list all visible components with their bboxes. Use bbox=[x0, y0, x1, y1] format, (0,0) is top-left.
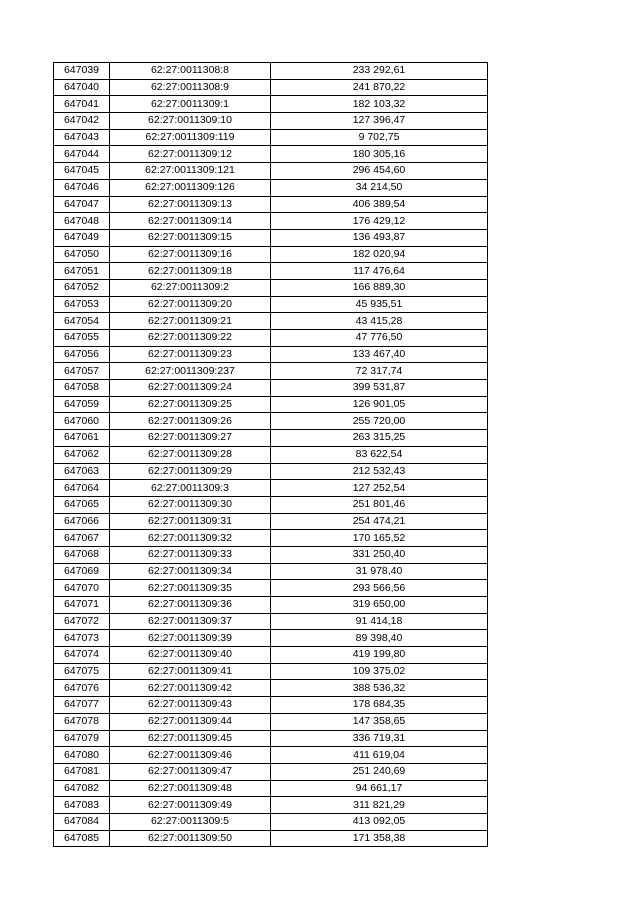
cadastral-number-cell: 62:27:0011309:20 bbox=[110, 296, 271, 313]
value-cell: 182 020,94 bbox=[271, 246, 488, 263]
row-number-cell: 647063 bbox=[54, 463, 110, 480]
cadastral-number-cell: 62:27:0011309:40 bbox=[110, 647, 271, 664]
table-row bbox=[54, 196, 488, 213]
cadastral-number-cell: 62:27:0011309:237 bbox=[110, 363, 271, 380]
cadastral-number-cell: 62:27:0011309:121 bbox=[110, 163, 271, 180]
cadastral-number-cell: 62:27:0011309:2 bbox=[110, 279, 271, 296]
row-number-cell: 647043 bbox=[54, 129, 110, 146]
value-cell: 126 901,05 bbox=[271, 396, 488, 413]
row-number-cell: 647083 bbox=[54, 797, 110, 814]
value-cell: 109 375,02 bbox=[271, 663, 488, 680]
row-number-cell: 647074 bbox=[54, 647, 110, 664]
value-cell: 45 935,51 bbox=[271, 296, 488, 313]
cadastral-number-cell: 62:27:0011309:15 bbox=[110, 229, 271, 246]
row-number-cell: 647051 bbox=[54, 263, 110, 280]
cadastral-number-cell: 62:27:0011309:35 bbox=[110, 580, 271, 597]
table-row bbox=[54, 697, 488, 714]
value-cell: 170 165,52 bbox=[271, 530, 488, 547]
cadastral-number-cell: 62:27:0011309:27 bbox=[110, 430, 271, 447]
cadastral-number-cell: 62:27:0011309:13 bbox=[110, 196, 271, 213]
row-number-cell: 647060 bbox=[54, 413, 110, 430]
value-cell: 94 661,17 bbox=[271, 780, 488, 797]
value-cell: 178 684,35 bbox=[271, 697, 488, 714]
table-row bbox=[54, 530, 488, 547]
row-number-cell: 647049 bbox=[54, 229, 110, 246]
value-cell: 254 474,21 bbox=[271, 513, 488, 530]
cadastral-number-cell: 62:27:0011309:126 bbox=[110, 179, 271, 196]
cadastral-number-cell: 62:27:0011309:16 bbox=[110, 246, 271, 263]
value-cell: 133 467,40 bbox=[271, 346, 488, 363]
cadastral-number-cell: 62:27:0011309:41 bbox=[110, 663, 271, 680]
cadastral-number-cell: 62:27:0011309:37 bbox=[110, 613, 271, 630]
cadastral-number-cell: 62:27:0011309:29 bbox=[110, 463, 271, 480]
table-body bbox=[54, 63, 488, 847]
cadastral-number-cell: 62:27:0011309:48 bbox=[110, 780, 271, 797]
row-number-cell: 647068 bbox=[54, 546, 110, 563]
row-number-cell: 647058 bbox=[54, 380, 110, 397]
cadastral-number-cell: 62:27:0011309:45 bbox=[110, 730, 271, 747]
table-row bbox=[54, 296, 488, 313]
row-number-cell: 647045 bbox=[54, 163, 110, 180]
row-number-cell: 647052 bbox=[54, 279, 110, 296]
table-row bbox=[54, 763, 488, 780]
table-row bbox=[54, 346, 488, 363]
cadastral-number-cell: 62:27:0011309:31 bbox=[110, 513, 271, 530]
row-number-cell: 647061 bbox=[54, 430, 110, 447]
table-row bbox=[54, 496, 488, 513]
value-cell: 296 454,60 bbox=[271, 163, 488, 180]
cadastral-number-cell: 62:27:0011309:26 bbox=[110, 413, 271, 430]
cadastral-number-cell: 62:27:0011309:5 bbox=[110, 813, 271, 830]
cadastral-number-cell: 62:27:0011309:32 bbox=[110, 530, 271, 547]
value-cell: 136 493,87 bbox=[271, 229, 488, 246]
row-number-cell: 647054 bbox=[54, 313, 110, 330]
table-row bbox=[54, 129, 488, 146]
value-cell: 9 702,75 bbox=[271, 129, 488, 146]
cadastral-number-cell: 62:27:0011309:28 bbox=[110, 446, 271, 463]
row-number-cell: 647042 bbox=[54, 113, 110, 130]
row-number-cell: 647067 bbox=[54, 530, 110, 547]
row-number-cell: 647075 bbox=[54, 663, 110, 680]
value-cell: 212 532,43 bbox=[271, 463, 488, 480]
table-row bbox=[54, 630, 488, 647]
cadastral-number-cell: 62:27:0011309:22 bbox=[110, 330, 271, 347]
value-cell: 34 214,50 bbox=[271, 179, 488, 196]
cadastral-number-cell: 62:27:0011309:46 bbox=[110, 747, 271, 764]
table-row bbox=[54, 330, 488, 347]
row-number-cell: 647056 bbox=[54, 346, 110, 363]
value-cell: 127 396,47 bbox=[271, 113, 488, 130]
table-row bbox=[54, 480, 488, 497]
row-number-cell: 647081 bbox=[54, 763, 110, 780]
row-number-cell: 647040 bbox=[54, 79, 110, 96]
row-number-cell: 647059 bbox=[54, 396, 110, 413]
row-number-cell: 647070 bbox=[54, 580, 110, 597]
cadastral-number-cell: 62:27:0011309:33 bbox=[110, 546, 271, 563]
value-cell: 406 389,54 bbox=[271, 196, 488, 213]
row-number-cell: 647055 bbox=[54, 330, 110, 347]
row-number-cell: 647072 bbox=[54, 613, 110, 630]
row-number-cell: 647084 bbox=[54, 813, 110, 830]
table-row bbox=[54, 747, 488, 764]
cadastral-value-table bbox=[53, 62, 488, 847]
table-row bbox=[54, 146, 488, 163]
table-row bbox=[54, 713, 488, 730]
table-row bbox=[54, 163, 488, 180]
table-row bbox=[54, 363, 488, 380]
cadastral-number-cell: 62:27:0011308:8 bbox=[110, 63, 271, 80]
value-cell: 388 536,32 bbox=[271, 680, 488, 697]
cadastral-number-cell: 62:27:0011309:1 bbox=[110, 96, 271, 113]
value-cell: 263 315,25 bbox=[271, 430, 488, 447]
table-row bbox=[54, 513, 488, 530]
row-number-cell: 647071 bbox=[54, 597, 110, 614]
cadastral-number-cell: 62:27:0011309:43 bbox=[110, 697, 271, 714]
table-row bbox=[54, 313, 488, 330]
cadastral-number-cell: 62:27:0011309:36 bbox=[110, 597, 271, 614]
row-number-cell: 647041 bbox=[54, 96, 110, 113]
value-cell: 180 305,16 bbox=[271, 146, 488, 163]
table-row bbox=[54, 563, 488, 580]
table-row bbox=[54, 96, 488, 113]
table-row bbox=[54, 597, 488, 614]
cadastral-number-cell: 62:27:0011309:14 bbox=[110, 213, 271, 230]
table-row bbox=[54, 780, 488, 797]
row-number-cell: 647077 bbox=[54, 697, 110, 714]
cadastral-number-cell: 62:27:0011309:23 bbox=[110, 346, 271, 363]
table-row bbox=[54, 730, 488, 747]
value-cell: 89 398,40 bbox=[271, 630, 488, 647]
table-row bbox=[54, 680, 488, 697]
table-row bbox=[54, 813, 488, 830]
table-row bbox=[54, 430, 488, 447]
table-row bbox=[54, 663, 488, 680]
value-cell: 47 776,50 bbox=[271, 330, 488, 347]
cadastral-number-cell: 62:27:0011309:12 bbox=[110, 146, 271, 163]
value-cell: 413 092,05 bbox=[271, 813, 488, 830]
row-number-cell: 647078 bbox=[54, 713, 110, 730]
table-row bbox=[54, 413, 488, 430]
row-number-cell: 647080 bbox=[54, 747, 110, 764]
value-cell: 411 619,04 bbox=[271, 747, 488, 764]
value-cell: 147 358,65 bbox=[271, 713, 488, 730]
cadastral-number-cell: 62:27:0011309:24 bbox=[110, 380, 271, 397]
cadastral-number-cell: 62:27:0011309:44 bbox=[110, 713, 271, 730]
table-row bbox=[54, 446, 488, 463]
value-cell: 419 199,80 bbox=[271, 647, 488, 664]
value-cell: 31 978,40 bbox=[271, 563, 488, 580]
cadastral-number-cell: 62:27:0011309:42 bbox=[110, 680, 271, 697]
table-row bbox=[54, 179, 488, 196]
row-number-cell: 647079 bbox=[54, 730, 110, 747]
value-cell: 241 870,22 bbox=[271, 79, 488, 96]
cadastral-number-cell: 62:27:0011309:21 bbox=[110, 313, 271, 330]
table-row bbox=[54, 797, 488, 814]
cadastral-number-cell: 62:27:0011309:50 bbox=[110, 830, 271, 847]
value-cell: 293 566,56 bbox=[271, 580, 488, 597]
value-cell: 251 801,46 bbox=[271, 496, 488, 513]
table-row bbox=[54, 79, 488, 96]
value-cell: 43 415,28 bbox=[271, 313, 488, 330]
cadastral-number-cell: 62:27:0011309:49 bbox=[110, 797, 271, 814]
table-row bbox=[54, 463, 488, 480]
table-row bbox=[54, 613, 488, 630]
value-cell: 171 358,38 bbox=[271, 830, 488, 847]
row-number-cell: 647066 bbox=[54, 513, 110, 530]
row-number-cell: 647085 bbox=[54, 830, 110, 847]
table-row bbox=[54, 647, 488, 664]
table-row bbox=[54, 580, 488, 597]
row-number-cell: 647064 bbox=[54, 480, 110, 497]
value-cell: 176 429,12 bbox=[271, 213, 488, 230]
value-cell: 83 622,54 bbox=[271, 446, 488, 463]
cadastral-number-cell: 62:27:0011309:18 bbox=[110, 263, 271, 280]
table-row bbox=[54, 396, 488, 413]
row-number-cell: 647073 bbox=[54, 630, 110, 647]
value-cell: 233 292,61 bbox=[271, 63, 488, 80]
table-row bbox=[54, 113, 488, 130]
cadastral-number-cell: 62:27:0011309:119 bbox=[110, 129, 271, 146]
value-cell: 319 650,00 bbox=[271, 597, 488, 614]
table-row bbox=[54, 380, 488, 397]
table-row bbox=[54, 546, 488, 563]
value-cell: 182 103,32 bbox=[271, 96, 488, 113]
value-cell: 166 889,30 bbox=[271, 279, 488, 296]
row-number-cell: 647076 bbox=[54, 680, 110, 697]
cadastral-number-cell: 62:27:0011308:9 bbox=[110, 79, 271, 96]
cadastral-number-cell: 62:27:0011309:10 bbox=[110, 113, 271, 130]
table-row bbox=[54, 279, 488, 296]
cadastral-number-cell: 62:27:0011309:39 bbox=[110, 630, 271, 647]
row-number-cell: 647044 bbox=[54, 146, 110, 163]
row-number-cell: 647046 bbox=[54, 179, 110, 196]
value-cell: 251 240,69 bbox=[271, 763, 488, 780]
row-number-cell: 647065 bbox=[54, 496, 110, 513]
row-number-cell: 647039 bbox=[54, 63, 110, 80]
row-number-cell: 647069 bbox=[54, 563, 110, 580]
value-cell: 255 720,00 bbox=[271, 413, 488, 430]
table-row bbox=[54, 229, 488, 246]
row-number-cell: 647048 bbox=[54, 213, 110, 230]
value-cell: 331 250,40 bbox=[271, 546, 488, 563]
cadastral-number-cell: 62:27:0011309:47 bbox=[110, 763, 271, 780]
value-cell: 72 317,74 bbox=[271, 363, 488, 380]
row-number-cell: 647047 bbox=[54, 196, 110, 213]
table-row bbox=[54, 830, 488, 847]
table-row bbox=[54, 63, 488, 80]
row-number-cell: 647062 bbox=[54, 446, 110, 463]
cadastral-number-cell: 62:27:0011309:34 bbox=[110, 563, 271, 580]
value-cell: 336 719,31 bbox=[271, 730, 488, 747]
cadastral-number-cell: 62:27:0011309:3 bbox=[110, 480, 271, 497]
row-number-cell: 647053 bbox=[54, 296, 110, 313]
value-cell: 91 414,18 bbox=[271, 613, 488, 630]
value-cell: 399 531,87 bbox=[271, 380, 488, 397]
value-cell: 117 476,64 bbox=[271, 263, 488, 280]
row-number-cell: 647082 bbox=[54, 780, 110, 797]
table-row bbox=[54, 213, 488, 230]
cadastral-number-cell: 62:27:0011309:30 bbox=[110, 496, 271, 513]
table-row bbox=[54, 263, 488, 280]
table-row bbox=[54, 246, 488, 263]
value-cell: 127 252,54 bbox=[271, 480, 488, 497]
row-number-cell: 647050 bbox=[54, 246, 110, 263]
cadastral-number-cell: 62:27:0011309:25 bbox=[110, 396, 271, 413]
row-number-cell: 647057 bbox=[54, 363, 110, 380]
value-cell: 311 821,29 bbox=[271, 797, 488, 814]
